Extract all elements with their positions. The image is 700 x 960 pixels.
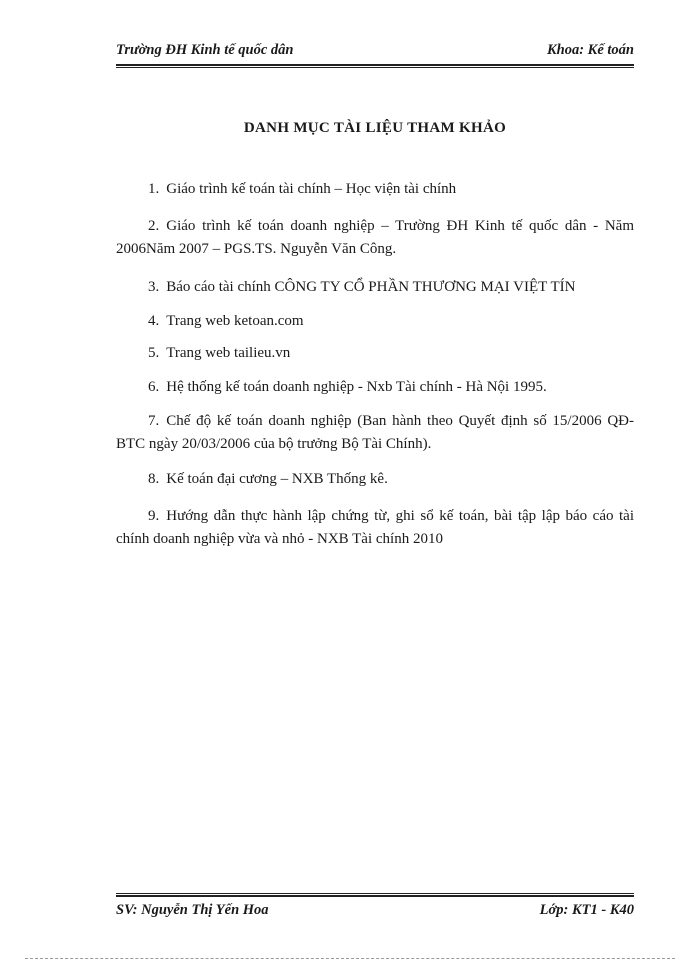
reference-text: Báo cáo tài chính CÔNG TY CỔ PHẦN THƯƠNG MẠI VIỆT TÍN	[166, 279, 576, 295]
reference-number: 5.	[148, 345, 160, 361]
reference-number: 8.	[148, 471, 160, 487]
reference-text: Trang web tailieu.vn	[166, 345, 291, 361]
reference-text: Kế toán đại cương – NXB Thống kê.	[166, 471, 388, 487]
reference-number: 6.	[148, 379, 160, 395]
reference-number: 9.	[148, 508, 160, 524]
reference-number: 3.	[148, 279, 160, 295]
reference-text: Chế độ kế toán doanh nghiệp (Ban hành theo Quyết định số 15/2006 QĐ- BTC ngày 20/03/2006 của bộ trưởng Bộ Tài Chính).	[116, 413, 634, 452]
reference-item	[116, 376, 634, 399]
header-rule	[116, 64, 634, 68]
header-school: Trường ĐH Kinh tế quốc dân	[116, 42, 294, 58]
header-faculty: Khoa: Kế toán	[546, 42, 634, 58]
footer-class: Lớp: KT1 - K40	[539, 902, 634, 918]
page-title: DANH MỤC TÀI LIỆU THAM KHẢO	[243, 120, 507, 136]
reference-item	[116, 178, 634, 201]
reference-number: 7.	[148, 413, 160, 429]
reference-text: Hướng dẫn thực hành lập chứng từ, ghi sổ kế toán, bài tập lập báo cáo tài chính doanh nghiệp vừa và nhỏ - NXB Tài chính 2010	[116, 508, 634, 547]
footer-rule	[116, 893, 634, 897]
reference-number: 2.	[148, 218, 160, 234]
reference-text: Giáo trình kế toán tài chính – Học viện tài chính	[166, 181, 457, 197]
reference-text: Trang web ketoan.com	[166, 313, 304, 329]
reference-item	[116, 468, 634, 491]
reference-item	[116, 342, 634, 365]
page-bottom-edge	[25, 958, 675, 959]
footer-student: SV: Nguyễn Thị Yến Hoa	[116, 902, 269, 918]
page-footer	[116, 900, 634, 924]
reference-item	[116, 410, 634, 456]
reference-item	[116, 215, 634, 261]
reference-item	[116, 505, 634, 551]
reference-number: 4.	[148, 313, 160, 329]
page-header	[116, 38, 634, 64]
reference-number: 1.	[148, 181, 160, 197]
reference-item	[116, 276, 634, 299]
reference-text: Giáo trình kế toán doanh nghiệp – Trường ĐH Kinh tế quốc dân - Năm 2006Năm 2007 – PGS.TS. Nguyễn Văn Công.	[116, 218, 634, 257]
reference-text: Hệ thống kế toán doanh nghiệp - Nxb Tài chính - Hà Nội 1995.	[166, 379, 547, 395]
reference-item	[116, 310, 634, 333]
